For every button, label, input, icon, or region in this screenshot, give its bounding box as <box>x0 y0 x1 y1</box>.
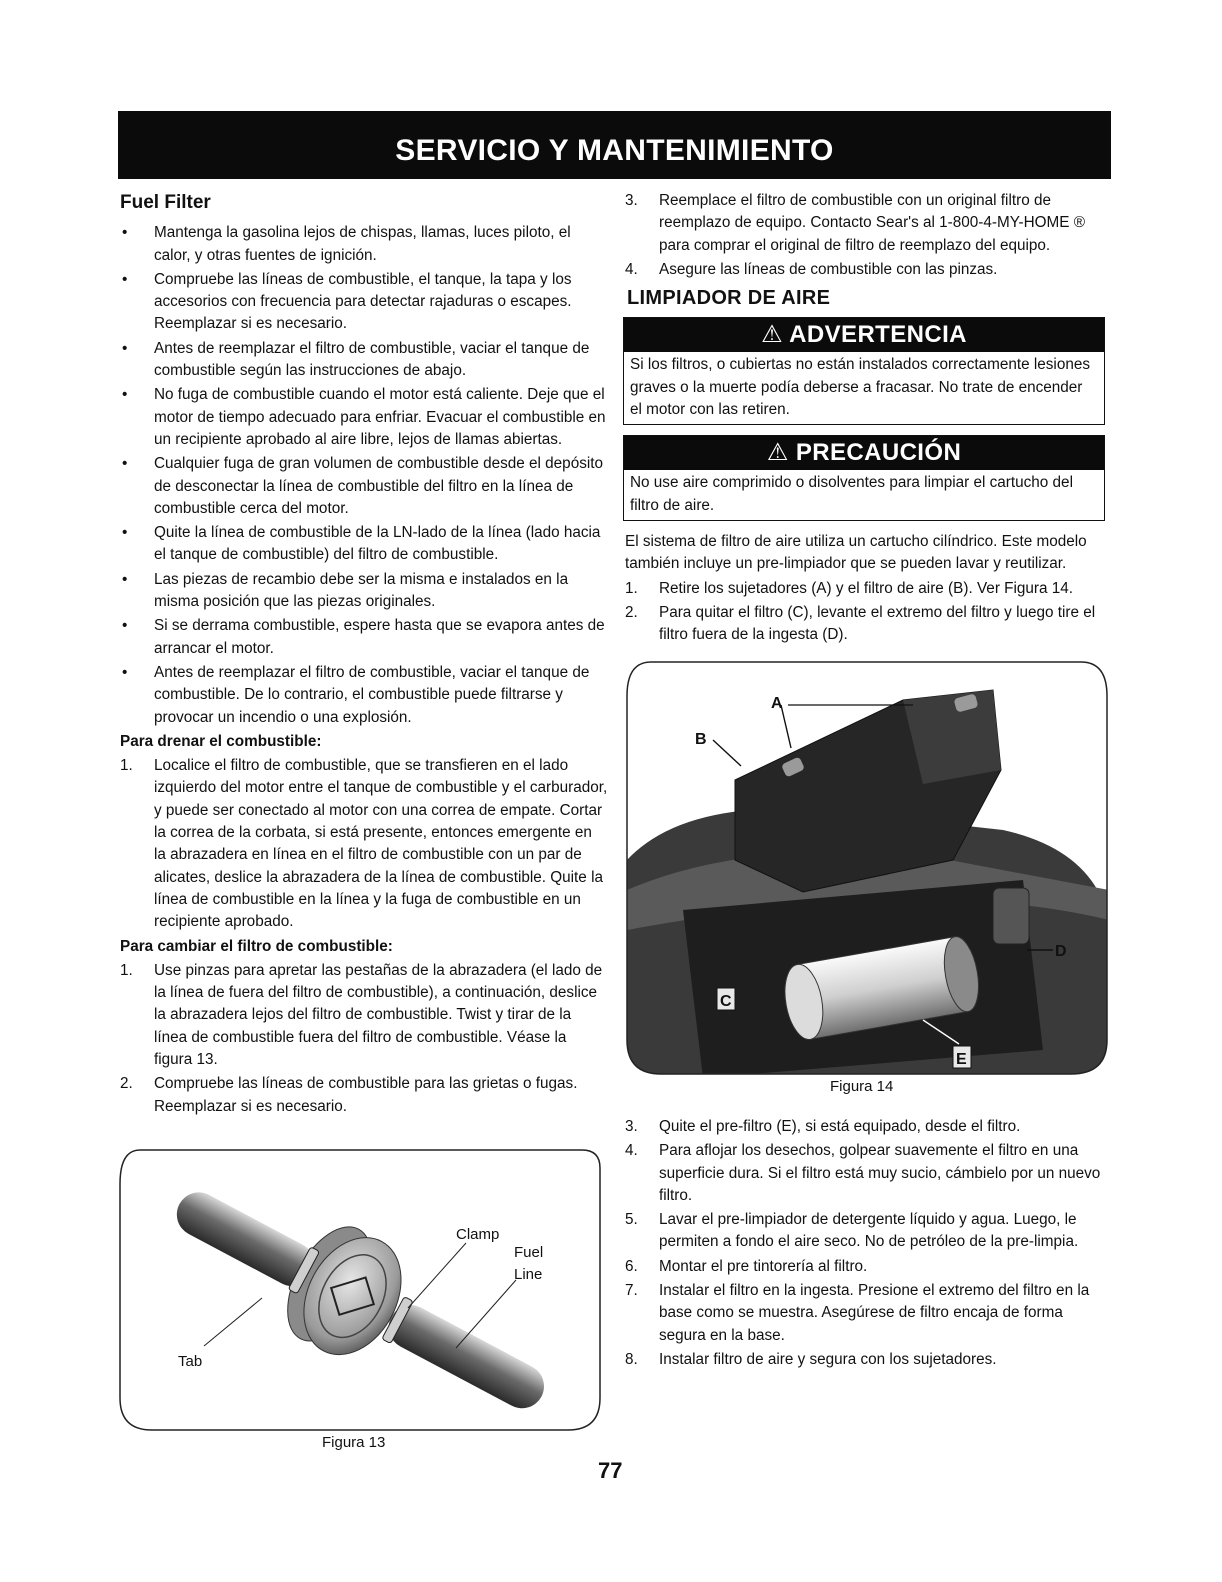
step-text: Montar el pre tintorería al filtro. <box>659 1257 868 1275</box>
air-cleaner-illustration <box>623 660 1109 1078</box>
step-text: Localice el filtro de combustible, que se transfieren en el lado izquierdo del motor entre el tanque de combustible y el carburador, y puede ser conectado al motor con una correa de empate. Cortar la correa de la corbata, si está presente, entonces emergente en la abrazadera en línea en el filtro de combustible con un par de alicates, deslice la abrazadera de la línea de combustible. Quite la línea de combustible en la línea y la fuga de combustible en un recipiente aprobado. <box>154 757 608 931</box>
caution-header <box>624 436 1104 470</box>
label-d: D <box>1055 943 1067 960</box>
fuel-steps-continued <box>623 190 1105 281</box>
step-number: 3. <box>625 192 638 209</box>
caution-text: No use aire comprimido o disolventes para limpiar el cartucho del filtro de aire. <box>630 474 1073 514</box>
list-item: • No fuga de combustible cuando el motor está caliente. Deje que el motor de tiempo adecuado para enfriar. Evacuar el combustible en un recipiente aprobado al aire libre, lejos de llamas abiertas. <box>118 384 608 451</box>
intake-d <box>993 888 1029 944</box>
step-item <box>623 1349 1105 1371</box>
drain-steps <box>118 755 608 933</box>
step-item <box>623 1140 1105 1207</box>
right-column <box>623 190 1105 648</box>
step-item <box>623 578 1105 600</box>
step-number: 3. <box>625 1118 638 1135</box>
step-text: Use pinzas para apretar las pestañas de la abrazadera (el lado de la línea de fuera del filtro de combustible), a continuación, deslice la abrazadera lejos del filtro de combustible. Twist y tirar de la línea de combustible fuera del filtro de combustible. Véase la figura 13. <box>154 961 603 1068</box>
label-clamp: Clamp <box>456 1226 500 1243</box>
label-line: Line <box>514 1266 543 1283</box>
label-e: E <box>956 1051 967 1068</box>
step-number: 4. <box>625 260 638 278</box>
step-text: Para aflojar los desechos, golpear suavemente el filtro en una superficie dura. Si el filtro está muy sucio, cámbielo por un nuevo filtro. <box>659 1142 1101 1204</box>
label-fuel: Fuel <box>514 1244 544 1261</box>
fuel-filter-illustration <box>116 1148 602 1434</box>
page-number: 77 <box>598 1458 623 1483</box>
step-item <box>118 1073 608 1118</box>
warning-box <box>623 317 1105 425</box>
air-filter-intro: El sistema de filtro de aire utiliza un cartucho cilíndrico. Este modelo también incluye un pre-limpiador que se pueden lavar y reutilizar. <box>625 532 1087 573</box>
caution-box <box>623 435 1105 521</box>
step-item <box>623 1256 1105 1278</box>
list-item: • Si se derrama combustible, espere hasta que se evapora antes de arrancar el motor. <box>118 615 608 660</box>
warning-triangle-icon: ⚠ <box>766 439 789 467</box>
figure-14 <box>623 660 1109 1078</box>
step-item <box>623 1280 1105 1347</box>
change-steps <box>118 960 608 1118</box>
step-number: 4. <box>625 1142 638 1160</box>
fuel-line-right <box>381 1297 552 1416</box>
step-number: 1. <box>625 579 638 597</box>
step-text: Compruebe las líneas de combustible para las grietas o fugas. Reemplazar si es necesario. <box>154 1075 578 1115</box>
list-item: • Antes de reemplazar el filtro de combustible, vaciar el tanque de combustible. De lo contrario, el combustible puede filtrarse y provocar un incendio o una explosión. <box>118 662 608 729</box>
section-title: SERVICIO Y MANTENIMIENTO <box>395 134 834 167</box>
step-text: Instalar el filtro en la ingesta. Presione el extremo del filtro en la base como se muestra. Asegúrese de filtro encaja de forma segura en la base. <box>659 1282 1090 1344</box>
step-text: Reemplace el filtro de combustible con un original filtro de reemplazo de equipo. Contacto Sear's al 1-800-4-MY-HOME ® para comprar el original de filtro de reemplazo del equipo. <box>659 192 1085 254</box>
list-item: • Quite la línea de combustible de la LN-lado de la línea (lado hacia el tanque de combustible) del filtro de combustible. <box>118 522 608 567</box>
step-item <box>623 190 1105 257</box>
figure-14-caption: Figura 14 <box>830 1078 894 1095</box>
step-item <box>118 755 608 933</box>
air-cleaner-heading: LIMPIADOR DE AIRE <box>627 287 831 310</box>
step-number: 8. <box>625 1350 638 1368</box>
step-item <box>623 259 1105 281</box>
caution-title: PRECAUCIÓN <box>795 439 962 467</box>
warning-header <box>624 318 1104 352</box>
warning-text: Si los filtros, o cubiertas no están instalados correctamente lesiones graves o la muerte podía deberse a fracasar. No trate de encender el motor con las retiren. <box>630 356 1090 419</box>
step-text: Retire los sujetadores (A) y el filtro de aire (B). Ver Figura 14. <box>659 579 1074 597</box>
step-number: 7. <box>625 1282 638 1300</box>
warning-triangle-icon: ⚠ <box>761 321 783 349</box>
step-number: 1. <box>120 961 133 979</box>
list-item: • Mantenga la gasolina lejos de chispas, llamas, luces piloto, el calor, y otras fuentes de ignición. <box>118 222 608 267</box>
list-item: • Antes de reemplazar el filtro de combustible, vaciar el tanque de combustible según las instrucciones de abajo. <box>118 338 608 383</box>
step-item <box>623 602 1105 647</box>
step-number: 6. <box>625 1257 638 1275</box>
step-text: Quite el pre-filtro (E), si está equipado, desde el filtro. <box>659 1118 1021 1135</box>
left-column <box>118 190 608 1120</box>
step-text: Lavar el pre-limpiador de detergente líquido y agua. Luego, le permiten a fondo el aire seco. No de petróleo de la pre-limpia. <box>659 1211 1079 1251</box>
change-filter-heading: Para cambiar el filtro de combustible: <box>120 937 393 955</box>
step-text: Asegure las líneas de combustible con las pinzas. <box>659 260 998 278</box>
step-item <box>623 1116 1105 1138</box>
air-filter-steps-continued <box>623 1116 1105 1371</box>
drain-fuel-heading: Para drenar el combustible: <box>120 732 322 750</box>
air-filter-steps <box>623 578 1105 647</box>
label-b: B <box>695 731 707 748</box>
step-number: 2. <box>120 1075 133 1093</box>
label-c: C <box>720 993 732 1010</box>
list-item: • Cualquier fuga de gran volumen de combustible desde el depósito de desconectar la línea de combustible del filtro en la línea de combustible cerca del motor. <box>118 453 608 520</box>
figure-13-caption: Figura 13 <box>322 1434 386 1451</box>
list-item: • Las piezas de recambio debe ser la misma e instalados en la misma posición que las piezas originales. <box>118 569 608 614</box>
list-item: • Compruebe las líneas de combustible, el tanque, la tapa y los accesorios con frecuencia para detectar rajaduras o escapes. Reemplazar si es necesario. <box>118 269 608 336</box>
fuel-filter-bullets <box>118 222 608 729</box>
step-number: 5. <box>625 1211 638 1229</box>
figure-13 <box>116 1148 602 1434</box>
fuel-filter-heading: Fuel Filter <box>120 192 211 213</box>
label-tab: Tab <box>178 1353 203 1370</box>
step-text: Para quitar el filtro (C), levante el extremo del filtro y luego tire el filtro fuera de la ingesta (D). <box>659 603 1096 644</box>
warning-title: ADVERTENCIA <box>789 321 967 349</box>
step-item <box>118 960 608 1071</box>
label-a: A <box>771 695 783 712</box>
step-number: 2. <box>625 603 638 621</box>
step-text: Instalar filtro de aire y segura con los sujetadores. <box>659 1350 997 1368</box>
section-banner <box>118 111 1111 179</box>
step-number: 1. <box>120 757 133 775</box>
right-column-bottom <box>623 1116 1105 1373</box>
step-item <box>623 1209 1105 1254</box>
